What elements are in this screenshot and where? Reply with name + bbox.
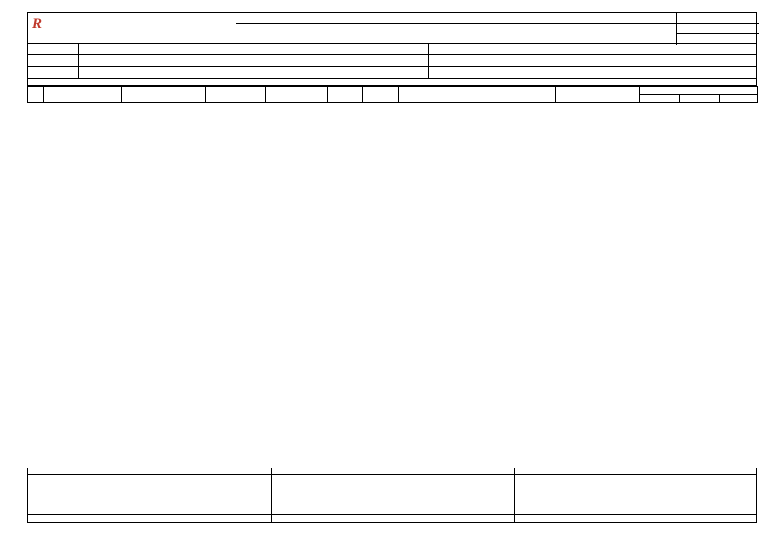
col-control-register bbox=[556, 87, 640, 103]
item-row bbox=[27, 55, 757, 67]
col-client bbox=[720, 95, 758, 103]
col-measure bbox=[328, 87, 363, 103]
col-responsible-level bbox=[640, 87, 758, 95]
document-page bbox=[27, 12, 757, 532]
logo-wordmark: R bbox=[32, 16, 42, 32]
col-criteria bbox=[399, 87, 556, 103]
col-production bbox=[680, 95, 720, 103]
signature-names-row bbox=[27, 515, 757, 523]
signature-space-row bbox=[27, 475, 757, 515]
col-frequency bbox=[363, 87, 399, 103]
col-responsibility bbox=[206, 87, 266, 103]
header-divider bbox=[236, 23, 676, 24]
code-row bbox=[677, 13, 759, 24]
col-id bbox=[28, 87, 44, 103]
standard-note bbox=[27, 79, 757, 86]
client-row bbox=[27, 44, 757, 55]
company-logo bbox=[32, 16, 100, 42]
inspection-points-table bbox=[27, 86, 758, 103]
col-reference bbox=[266, 87, 328, 103]
document-control-box bbox=[676, 13, 758, 45]
signature-header-row bbox=[27, 468, 757, 475]
review-row bbox=[677, 24, 759, 35]
description-row bbox=[27, 67, 757, 79]
col-qc bbox=[640, 95, 680, 103]
col-activity bbox=[44, 87, 122, 103]
document-header bbox=[27, 12, 757, 44]
col-inspection-point bbox=[122, 87, 206, 103]
